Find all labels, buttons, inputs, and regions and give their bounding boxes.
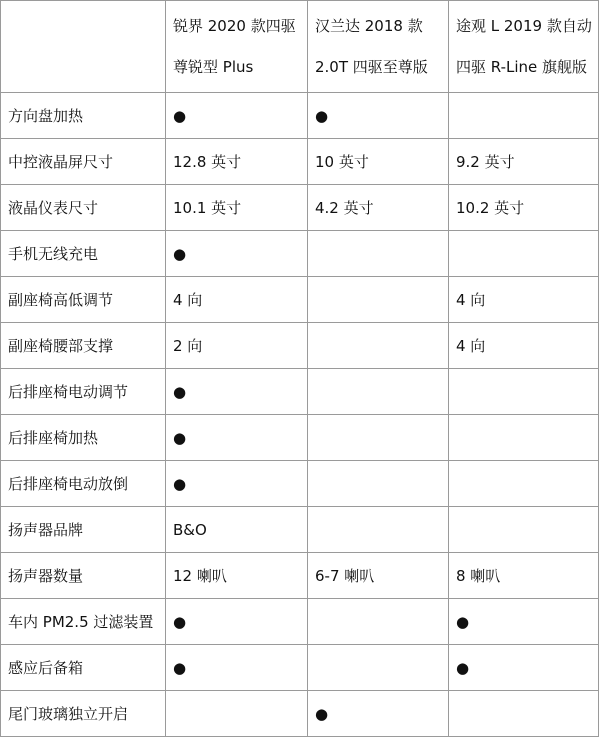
cell-car-1: B&O [166,507,308,553]
header-row [1,1,599,93]
table-row [1,277,599,323]
cell-car-3 [449,369,599,415]
table-row [1,553,599,599]
row-label: 液晶仪表尺寸 [1,185,166,231]
table-row [1,231,599,277]
header-corner-cell [1,1,166,93]
car-3-name-line1: 途观 L 2019 款自动 [456,16,592,35]
row-label: 感应后备箱 [1,645,166,691]
cell-car-2: 6-7 喇叭 [308,553,449,599]
cell-car-1: ● [166,369,308,415]
table-row [1,93,599,139]
cell-car-3 [449,507,599,553]
cell-car-2: ● [308,93,449,139]
car-1-name-line1: 锐界 2020 款四驱 [173,16,296,35]
row-label: 后排座椅电动调节 [1,369,166,415]
cell-car-1: 12.8 英寸 [166,139,308,185]
table-row [1,323,599,369]
cell-car-3: 9.2 英寸 [449,139,599,185]
table-row [1,415,599,461]
cell-car-2 [308,231,449,277]
cell-car-1: ● [166,93,308,139]
cell-car-2 [308,507,449,553]
cell-car-3 [449,461,599,507]
table-row [1,185,599,231]
car-1-name-line2: 尊锐型 Plus [173,57,254,76]
cell-car-2: 4.2 英寸 [308,185,449,231]
cell-car-2 [308,645,449,691]
row-label: 后排座椅加热 [1,415,166,461]
row-label: 扬声器数量 [1,553,166,599]
cell-car-1: 2 向 [166,323,308,369]
row-label: 副座椅高低调节 [1,277,166,323]
header-car-1 [166,1,308,93]
row-label: 车内 PM2.5 过滤装置 [1,599,166,645]
row-label: 手机无线充电 [1,231,166,277]
row-label: 副座椅腰部支撑 [1,323,166,369]
cell-car-3: 8 喇叭 [449,553,599,599]
table-row [1,507,599,553]
header-car-3 [449,1,599,93]
cell-car-2 [308,461,449,507]
cell-car-2 [308,369,449,415]
cell-car-3 [449,231,599,277]
car-2-name-line1: 汉兰达 2018 款 [315,16,423,35]
cell-car-1: ● [166,231,308,277]
car-2-name-line2: 2.0T 四驱至尊版 [315,57,428,76]
table-row [1,599,599,645]
cell-car-2 [308,277,449,323]
cell-car-3 [449,93,599,139]
cell-car-1: ● [166,415,308,461]
cell-car-3 [449,691,599,737]
cell-car-2: 10 英寸 [308,139,449,185]
cell-car-1: 4 向 [166,277,308,323]
row-label: 扬声器品牌 [1,507,166,553]
row-label: 方向盘加热 [1,93,166,139]
cell-car-1: 10.1 英寸 [166,185,308,231]
row-label: 中控液晶屏尺寸 [1,139,166,185]
car-3-name-line2: 四驱 R-Line 旗舰版 [456,57,588,76]
table-row [1,461,599,507]
header-car-2 [308,1,449,93]
cell-car-2 [308,599,449,645]
cell-car-3: ● [449,645,599,691]
row-label: 尾门玻璃独立开启 [1,691,166,737]
cell-car-2 [308,415,449,461]
cell-car-3: 10.2 英寸 [449,185,599,231]
cell-car-1: ● [166,645,308,691]
cell-car-3: ● [449,599,599,645]
table-row [1,645,599,691]
row-label: 后排座椅电动放倒 [1,461,166,507]
cell-car-2: ● [308,691,449,737]
cell-car-1: ● [166,599,308,645]
cell-car-3: 4 向 [449,277,599,323]
cell-car-3: 4 向 [449,323,599,369]
cell-car-1: 12 喇叭 [166,553,308,599]
cell-car-2 [308,323,449,369]
table-row [1,691,599,737]
cell-car-1 [166,691,308,737]
table-row [1,139,599,185]
cell-car-1: ● [166,461,308,507]
cell-car-3 [449,415,599,461]
table-row [1,369,599,415]
